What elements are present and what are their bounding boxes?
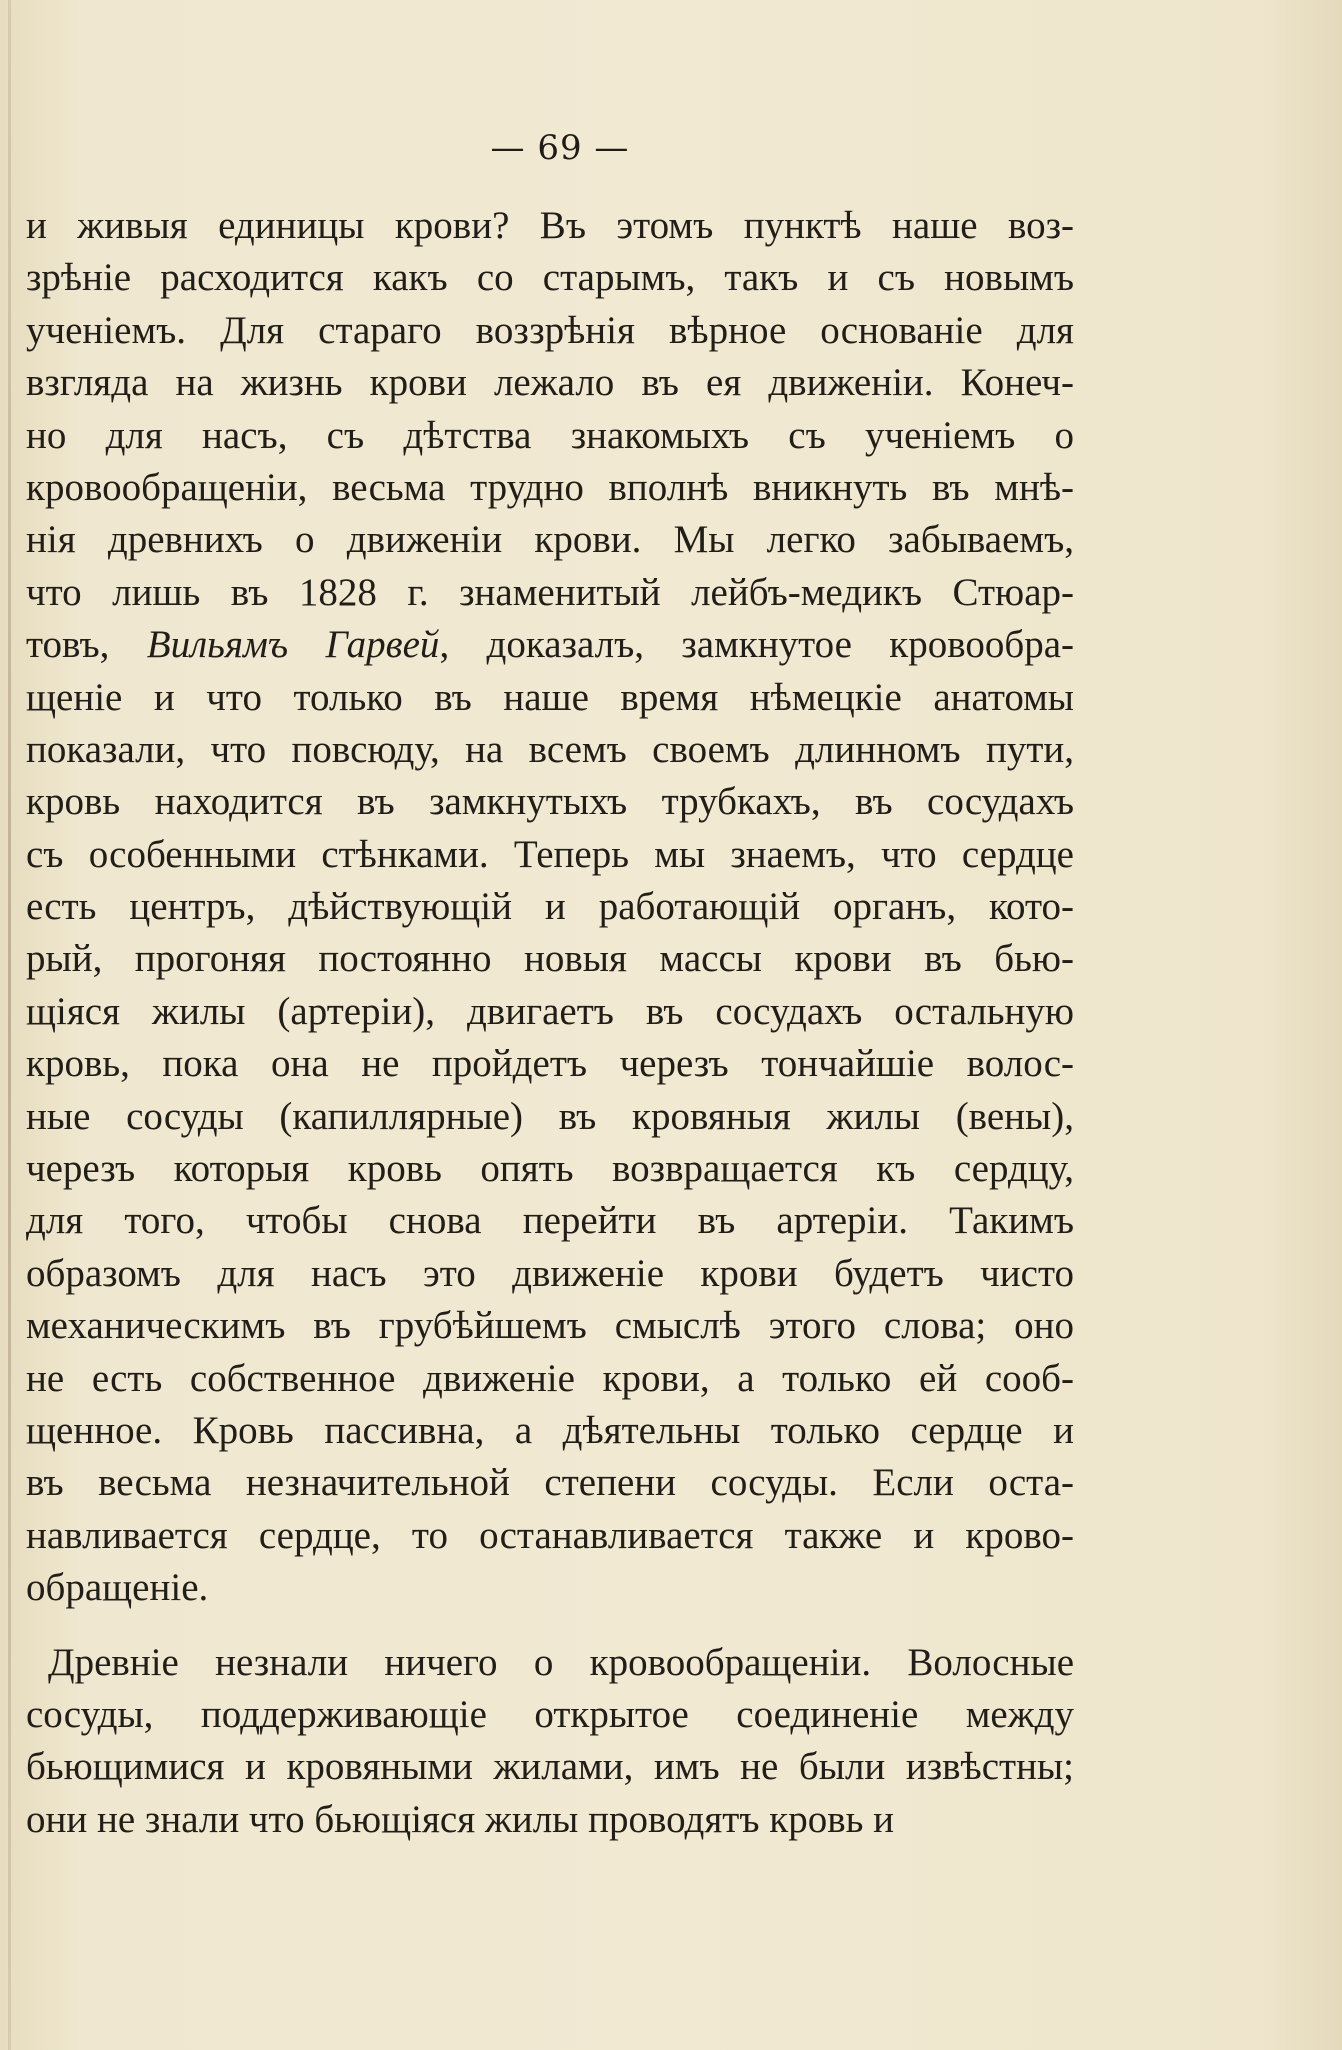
text-line: щіяся жилы (артеріи), двигаетъ въ сосудахъ остальную <box>26 989 1074 1033</box>
text-line: навливается сердце, то останавливается также и крово- <box>26 1513 1074 1557</box>
text-line: черезъ которыя кровь опять возвращается къ сердцу, <box>26 1147 1074 1191</box>
text-line: нія древнихъ о движеніи крови. Мы легко забываемъ, <box>26 518 1074 562</box>
text-line: бьющимися и кровяными жилами, имъ не были извѣстны; <box>26 1745 1074 1789</box>
text-line: зрѣніе расходится какъ со старымъ, такъ и съ новымъ <box>26 256 1074 300</box>
text-line: не есть собственное движеніе крови, а только ей сооб- <box>26 1356 1074 1400</box>
italic-name: Вильямъ Гарвей <box>146 623 440 667</box>
text-line: для того, чтобы снова перейти въ артеріи. Такимъ <box>26 1199 1074 1243</box>
text-line: кровь находится въ замкнутыхъ трубкахъ, въ сосудахъ <box>26 780 1074 824</box>
text-line: кровь, пока она не пройдетъ черезъ тончайшіе волос- <box>26 1042 1074 1086</box>
text-line: есть центръ, дѣйствующій и работающій органъ, кото- <box>26 885 1074 929</box>
text-line: они не знали что бьющіяся жилы проводятъ кровь и <box>26 1797 895 1841</box>
text-line: и живыя единицы крови? Въ этомъ пунктѣ наше воз- <box>26 204 1074 247</box>
text-line: показали, что повсюду, на всемъ своемъ длинномъ пути, <box>26 727 1074 771</box>
text-line: ученіемъ. Для стараго воззрѣнія вѣрное основаніе для <box>26 308 1074 352</box>
text-line: рый, прогоняя постоянно новыя массы крови въ бью- <box>26 937 1074 981</box>
text-line: кровообращеніи, весьма трудно вполнѣ вникнуть въ мнѣ- <box>26 465 1074 509</box>
text-line: взгляда на жизнь крови лежало въ ея движеніи. Конеч- <box>26 361 1074 405</box>
text-line: въ весьма незначительной степени сосуды. Если оста- <box>26 1461 1074 1505</box>
page-number: — 69 — <box>490 128 630 168</box>
binding-edge <box>8 0 11 2050</box>
text-line: товъ, Вильямъ Гарвей, доказалъ, замкнутое кровообра- <box>26 623 1074 667</box>
text-line: но для насъ, съ дѣтства знакомыхъ съ ученіемъ о <box>26 413 1074 457</box>
text-line: ные сосуды (капиллярные) въ кровяныя жилы (вены), <box>26 1094 1074 1138</box>
text-line: щенное. Кровь пассивна, а дѣятельны только сердце и <box>26 1408 1074 1452</box>
text-line: что лишь въ 1828 г. знаменитый лейбъ-медикъ Стюар- <box>26 570 1074 614</box>
text-line: механическимъ въ грубѣйшемъ смыслѣ этого слова; оно <box>26 1304 1074 1348</box>
text-line: образомъ для насъ это движеніе крови будетъ чисто <box>26 1251 1074 1295</box>
body-text <box>26 200 1074 1846</box>
text-line: обращеніе. <box>26 1566 209 1610</box>
text-line: Древніе незнали ничего о кровообращеніи. Волосные <box>48 1640 1074 1684</box>
paragraph-gap <box>26 1615 1074 1637</box>
text-line: съ особенными стѣнками. Теперь мы знаемъ, что сердце <box>26 832 1074 876</box>
text-line: щеніе и что только въ наше время нѣмецкіе анатомы <box>26 675 1074 719</box>
text-line: сосуды, поддерживающіе открытое соединеніе между <box>26 1692 1074 1736</box>
